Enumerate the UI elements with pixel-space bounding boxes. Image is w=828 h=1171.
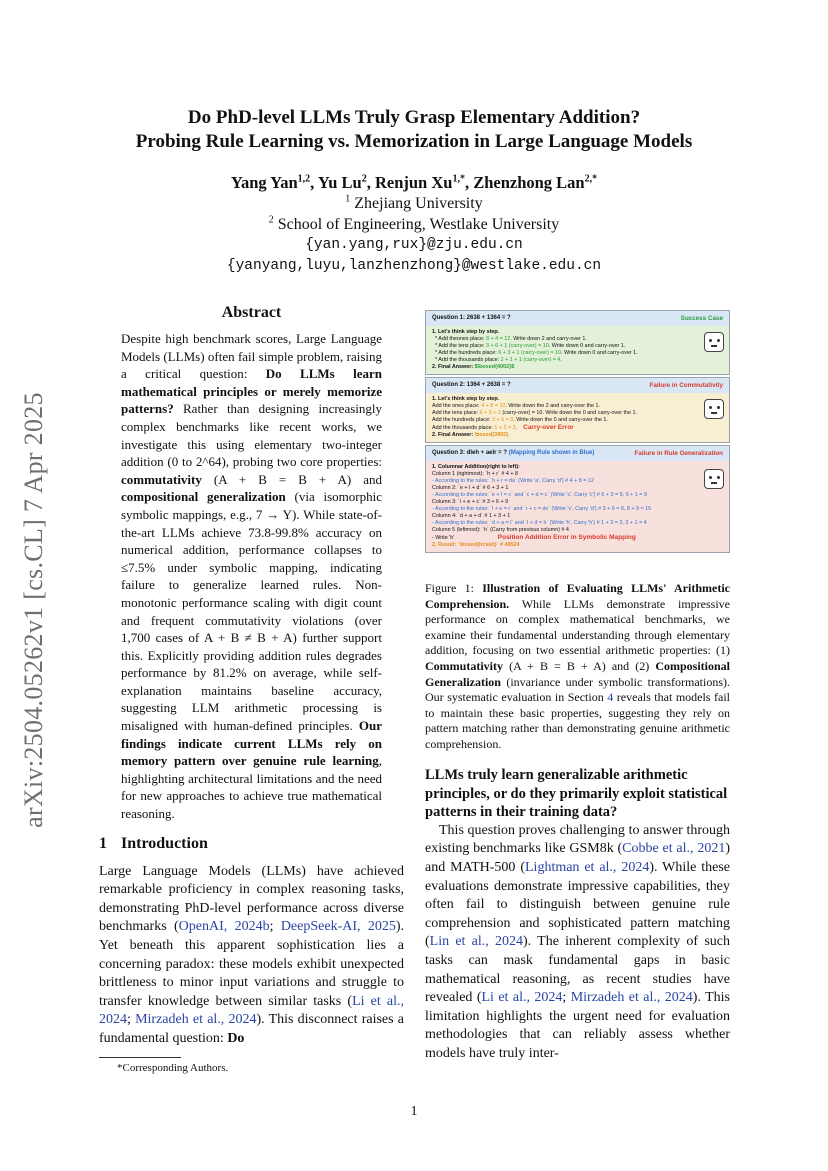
author-affiliation-mark: 1,2 — [297, 173, 311, 185]
error-label: Carry-over Error — [523, 424, 574, 431]
robot-icon — [704, 332, 724, 352]
figure-question-1 — [425, 310, 730, 375]
lead-question: LLMs truly learn generalizable arithmetic principles, or do they primarily exploit statistical patterns in their training data? — [425, 767, 728, 821]
status-tag-failure: Failure in Commutativity — [649, 382, 723, 389]
author-name: Yang Yan — [230, 173, 298, 192]
robot-icon — [704, 399, 724, 419]
title-line-1: Do PhD-level LLMs Truly Grasp Elementary Addition? — [187, 107, 641, 128]
page-number: 1 — [410, 1104, 418, 1119]
arxiv-identifier-text: arXiv:2504.05262v1 [cs.CL] 7 Apr 2025 — [19, 392, 49, 828]
section-reference-link[interactable]: 4 — [607, 690, 614, 705]
author-affiliation-mark: 1,* — [452, 173, 465, 185]
answer-steps: 1. Columnar Addition(right to left): Column 1 (rightmost): `h + r` # 4 + 8 - According to the rules: `h + r = da` (Write 'a', Carry 'd') # 4 + 8 = 12 Column 2: `e + l + d` # 6 + 3 + 1 - According to the rules: `e + l = c` and `c + d = c` (Write 'c', Carry 'c') # 6 + 3 = 9, 9 + 1 = 9 Column 3: `l + e + c` # 3 + 6 + 9 - According to the rules: `l + e = r` and `r + c = dv` (Write 'v', Carry 'd') # 3 + 6 = 8, 8 + 9 = 15 Column 4: `d + a + d` # 1 + 3 + 1 - According to the rules: `d + a = l` and `l + d = h` (Write 'h', Carry 'h') # 1 + 3 = 3, 3 + 1 = 4 Column 5 (leftmost): `h` (Carry from previous column) # 4 - Write 'h' Position Addition Error in Symbolic Mapping 2. Result: `\boxed{hcvah}` # 49524 — [426, 461, 729, 552]
figure-caption: Figure 1: Illustration of Evaluating LLMs' Arithmetic Comprehension. While LLMs demonstrate impressive performance on complex mathematical benchmarks, we examine their fundamental understanding through elementary addition, focusing on two essential arithmetic properties: (1) Commutativity (A + B = B + A) and (2) Compositional Generalization (invariance under symbolic transformations). Our systematic evaluation in Section 4 reveals that models fail to maintain these basic properties, suggesting they rely on pattern matching rather than demonstrating genuine arithmetic comprehension. — [425, 581, 730, 751]
author-names: Yang Yan$^{1,2}$, Yu Lu$^2$, Renjun $Xu^{1,*}$, Zhenzhong Lan$^{2,*}$ — [230, 173, 598, 192]
author-name: Zhenzhong Lan — [473, 173, 585, 192]
robot-icon — [704, 469, 724, 489]
status-tag-failure: Failure in Rule Generalization — [634, 450, 723, 457]
citation-link[interactable]: DeepSeek-AI, 2025 — [280, 919, 396, 935]
citation-link[interactable]: Cobbe et al., 2021 — [622, 841, 726, 857]
citation-link[interactable]: Lin et al., 2024 — [429, 934, 523, 950]
affiliation-2: $^2$ School of Engineering, Westlake University — [268, 214, 560, 233]
footnote-divider — [99, 1057, 181, 1058]
citation-link[interactable]: OpenAI, 2024b — [178, 919, 270, 935]
question-header: Question 2: 1364 + 2638 = ? Failure in Commutativity — [426, 378, 729, 393]
citation-link[interactable]: Lightman et al., 2024 — [525, 859, 650, 875]
affiliation-1: $^1$ Zhejiang University — [345, 193, 483, 212]
email-1: {yan.yang,rux}@zju.edu.cn — [305, 237, 523, 253]
abstract-heading: Abstract — [221, 304, 282, 321]
author-affiliation-mark: 2 — [361, 173, 367, 185]
left-column — [99, 304, 404, 1074]
citation-link[interactable]: Li et al., 2024 — [481, 990, 563, 1006]
introduction-paragraph: Large Language Models (LLMs) have achieved remarkable proficiency in complex reasoning tasks, demonstrating PhD-level performance across diverse benchmarks (OpenAI, 2024b; DeepSeek-AI, 2025). Yet beneath this apparent sophistication lies a concerning paradox: these models exhibit unexpected brittleness to minor input variations and struggle to transfer knowledge between similar tasks (Li et al., 2024; Mirzadeh et al., 2024). This disconnect raises a fundamental question: Do — [99, 863, 405, 1046]
figure-question-2 — [425, 377, 730, 443]
author-name: Renjun Xu — [374, 173, 453, 192]
email-2: {yanyang,luyu,lanzhenzhong}@westlake.edu.cn — [226, 258, 602, 274]
figure-1 — [425, 310, 730, 753]
status-tag-success: Success Case — [680, 315, 723, 322]
citation-link[interactable]: Mirzadeh et al., 2024 — [570, 990, 693, 1006]
answer-steps: 1. Let's think step by step. Add the ones place: 4 + 8 = 12. Write down the 2 and carry-over the 1. Add the tens place: 6 + 3 + 1 (carry-over) = 10. Write down the 0 and carry-over the 1. Add the hundreds place: 3 + 6 = 9. Write down the 0 and carry-over the 1. Add the thousands place: 1 + 2 = 3. Carry-over Error 2. Final Answer: \boxed{3902} — [426, 393, 729, 442]
footnote: *Corresponding Authors. — [117, 1061, 229, 1074]
abstract-body: Despite high benchmark scores, Large Language Models (LLMs) often fail simple problem, raising a critical question: Do LLMs learn mathematical principles or merely memorize patterns? Rather than designing increasingly complex benchmarks like recent works, we investigate this using elementary two-integer addition (0 to 2^64), probing two core properties: commutativity (A + B = B + A) and compositional generalization (via isomorphic symbolic mappings, e.g., 7 → Y). While state-of-the-art LLMs achieve 73.8-99.8% accuracy on numerical addition, performance collapses to ≤7.5% under symbolic mapping, indicating failure to generalize learned rules. Non-monotonic performance scaling with digit count and frequent commutativity violations (over 1,700 cases of A + B ≠ B + A) further support this. Explicitly providing addition rules degrades performance by 81.2% on average, while self-explanation maintains baseline accuracy, suggesting LLM arithmetic processing is misaligned with human-defined principles. Our findings indicate current LLMs rely on memory pattern over genuine rule learning, highlighting architectural limitations and the need for new approaches to achieve true mathematical reasoning. — [121, 331, 382, 822]
paper-title — [90, 106, 738, 154]
figure-question-3 — [425, 445, 730, 553]
citation-link[interactable]: Mirzadeh et al., 2024 — [135, 1012, 257, 1028]
author-name: Yu Lu — [317, 173, 362, 192]
arxiv-identifier-stamp — [14, 375, 54, 845]
question-header: Question 1: 2638 + 1364 = ? Success Case — [426, 311, 729, 326]
right-column-text — [425, 766, 730, 1064]
citation-link[interactable]: Li et al., 2024 — [99, 993, 404, 1028]
question-header: Question 3: dleh + aelr = ? (Mapping Rule shown in Blue) Failure in Rule Generalization — [426, 446, 729, 461]
body-paragraph: This question proves challenging to answer through existing benchmarks like GSM8k (Cobbe et al., 2021) and MATH-500 (Lightman et al., 2024). While these evaluations demonstrate impressive capabilities, they often fail to distinguish between genuine rule comprehension and sophisticated pattern matching (Lin et al., 2024). The inherent complexity of such tasks can mask fundamental gaps in basic mathematical reasoning, as recent studies have revealed (Li et al., 2024; Mirzadeh et al., 2024). This limitation highlights the urgent need for evaluation methodologies that can reliably assess whether models have truly inter- — [425, 822, 730, 1061]
answer-steps: 1. Let's think step by step. * Add theones place: 8 + 4 = 12. Write down 2 and carry-over 1. * Add the tens place: 3 + 6 + 1 (carry-over) = 10. Write down 0 and carry-over 1. * Add the hundreds place: 6 + 3 + 1 (carry-over) = 10. Write down 0 and carry-over 1. * Add the thousands place: 2 + 1 + 1 (carry-over) = 4. 2. Final Answer: $\boxed{4002}$ — [426, 326, 729, 374]
section-heading-introduction: 1 Introduction — [99, 834, 208, 852]
error-label: Position Addition Error in Symbolic Mapping — [497, 534, 636, 541]
author-affiliation-mark: 2,* — [584, 173, 598, 185]
title-line-2: Probing Rule Learning vs. Memorization in Large Language Models — [135, 131, 693, 152]
author-block — [90, 172, 738, 277]
